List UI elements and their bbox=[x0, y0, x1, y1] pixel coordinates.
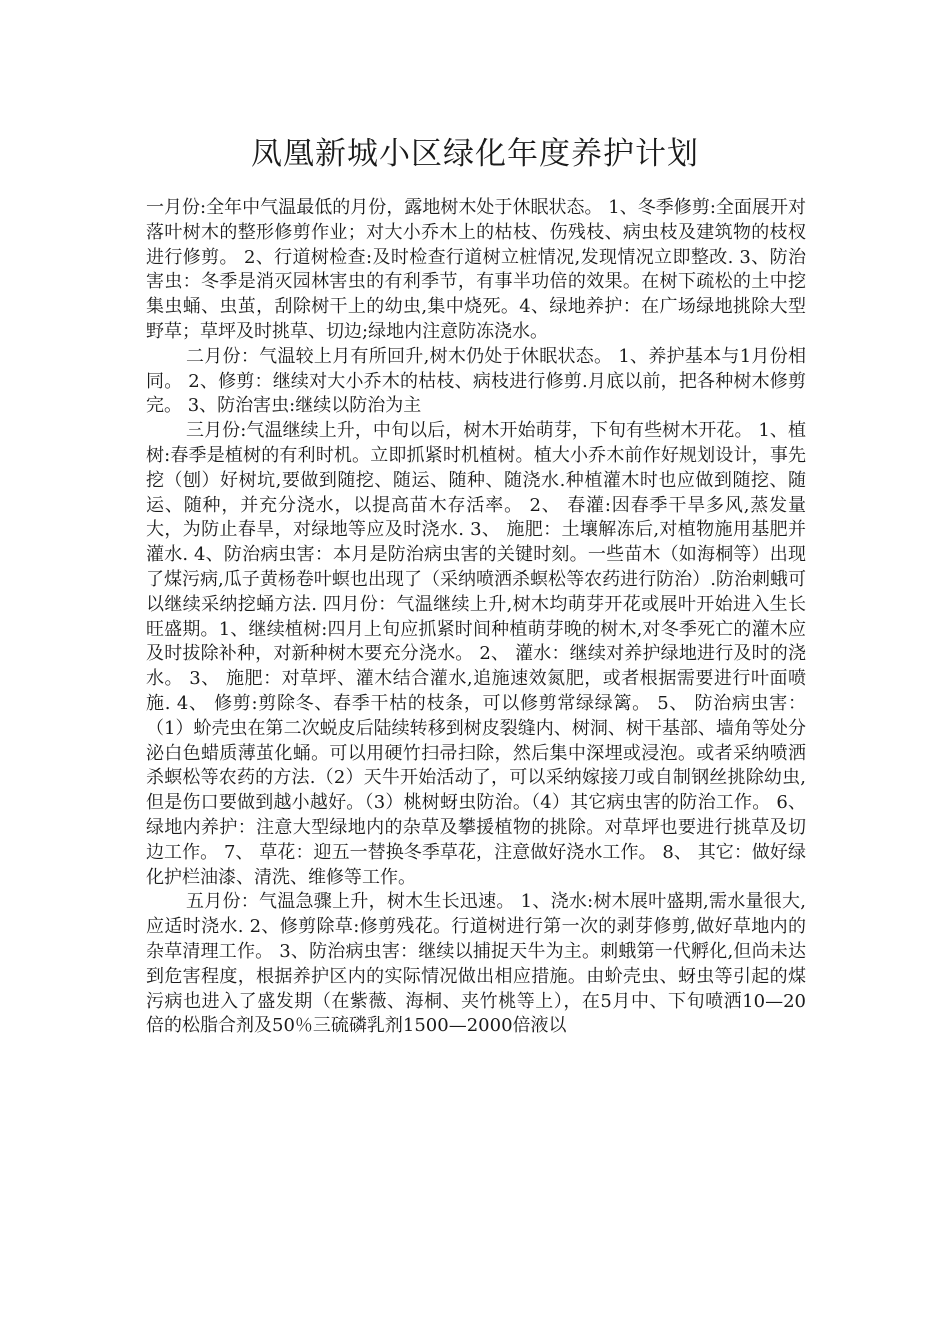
document-title: 凤凰新城小区绿化年度养护计划 bbox=[251, 136, 699, 172]
paragraph-may: 五月份：气温急骤上升，树木生长迅速。 1、浇水:树木展叶盛期,需水量很大,应适时浇水. 2、修剪除草:修剪残花。行道树进行第一次的剥芽修剪,做好草地内的杂草清理工作。 3、防治病虫害：继续以捕捉天牛为主。刺蛾第一代孵化,但尚未达到危害程度，根据养护区内的实际情况做出相应措施。由蚧壳虫、蚜虫等引起的煤污病也进入了盛发期（在紫薇、海桐、夹竹桃等上），在5月中、下旬喷洒10—20倍的松脂合剂及50％三硫磷乳剂1500—2000倍液以 bbox=[146, 891, 806, 1037]
document-body bbox=[146, 196, 806, 1039]
paragraph-january: 一月份:全年中气温最低的月份，露地树木处于休眠状态。 1、冬季修剪:全面展开对落叶树木的整形修剪作业；对大小乔木上的枯枝、伤残枝、病虫枝及建筑物的枝杈进行修剪。 2、行道树检查:及时检查行道树立桩情况,发现情况立即整改. 3、防治害虫：冬季是消灭园林害虫的有利季节，有事半功倍的效果。在树下疏松的土中挖集虫蛹、虫茧，刮除树干上的幼虫,集中烧死。4、绿地养护：在广场绿地挑除大型野草；草坪及时挑草、切边;绿地内注意防冻浇水。 bbox=[146, 197, 806, 342]
paragraph-february: 二月份：气温较上月有所回升,树木仍处于休眠状态。 1、养护基本与1月份相同。 2、修剪：继续对大小乔木的枯枝、病枝进行修剪.月底以前，把各种树木修剪完。 3、防治害虫:继续以防治为主 bbox=[146, 345, 806, 417]
paragraph-march-april: 三月份:气温继续上升，中旬以后，树木开始萌芽，下旬有些树木开花。 1、植树:春季是植树的有利时机。立即抓紧时机植树。植大小乔木前作好规划设计，事先挖（刨）好树坑,要做到随挖、随运、随种、随浇水.种植灌木时也应做到随挖、随运、随种，并充分浇水，以提高苗木存活率。 2、 春灌:因春季干旱多风,蒸发量大，为防止春旱，对绿地等应及时浇水. 3、 施肥：土壤解冻后,对植物施用基肥并灌水. 4、防治病虫害：本月是防治病虫害的关键时刻。一些苗木（如海桐等）出现了煤污病,瓜子黄杨卷叶螟也出现了（采纳喷洒杀螟松等农药进行防治）.防治刺蛾可以继续采纳挖蛹方法. 四月份：气温继续上升,树木均萌芽开花或展叶开始进入生长旺盛期。1、继续植树:四月上旬应抓紧时间种植萌芽晚的树木,对冬季死亡的灌木应及时拔除补种，对新种树木要充分浇水。 2、 灌水：继续对养护绿地进行及时的浇水。 3、 施肥：对草坪、灌木结合灌水,追施速效氮肥，或者根据需要进行叶面喷施. 4、 修剪:剪除冬、春季干枯的枝条，可以修剪常绿绿篱。 5、 防治病虫害：（1）蚧壳虫在第二次蜕皮后陆续转移到树皮裂缝内、树洞、树干基部、墙角等处分泌白色蜡质薄茧化蛹。可以用硬竹扫帚扫除，然后集中深埋或浸泡。或者采纳喷洒杀螟松等农药的方法.（2）天牛开始活动了，可以采纳嫁接刀或自制钢丝挑除幼虫,但是伤口要做到越小越好。（3）桃树蚜虫防治。（4）其它病虫害的防治工作。 6、绿地内养护：注意大型绿地内的杂草及攀援植物的挑除。对草坪也要进行挑草及切边工作。 7、 草花：迎五一替换冬季草花，注意做好浇水工作。 8、 其它：做好绿化护栏油漆、清洗、维修等工作。 bbox=[146, 420, 806, 888]
